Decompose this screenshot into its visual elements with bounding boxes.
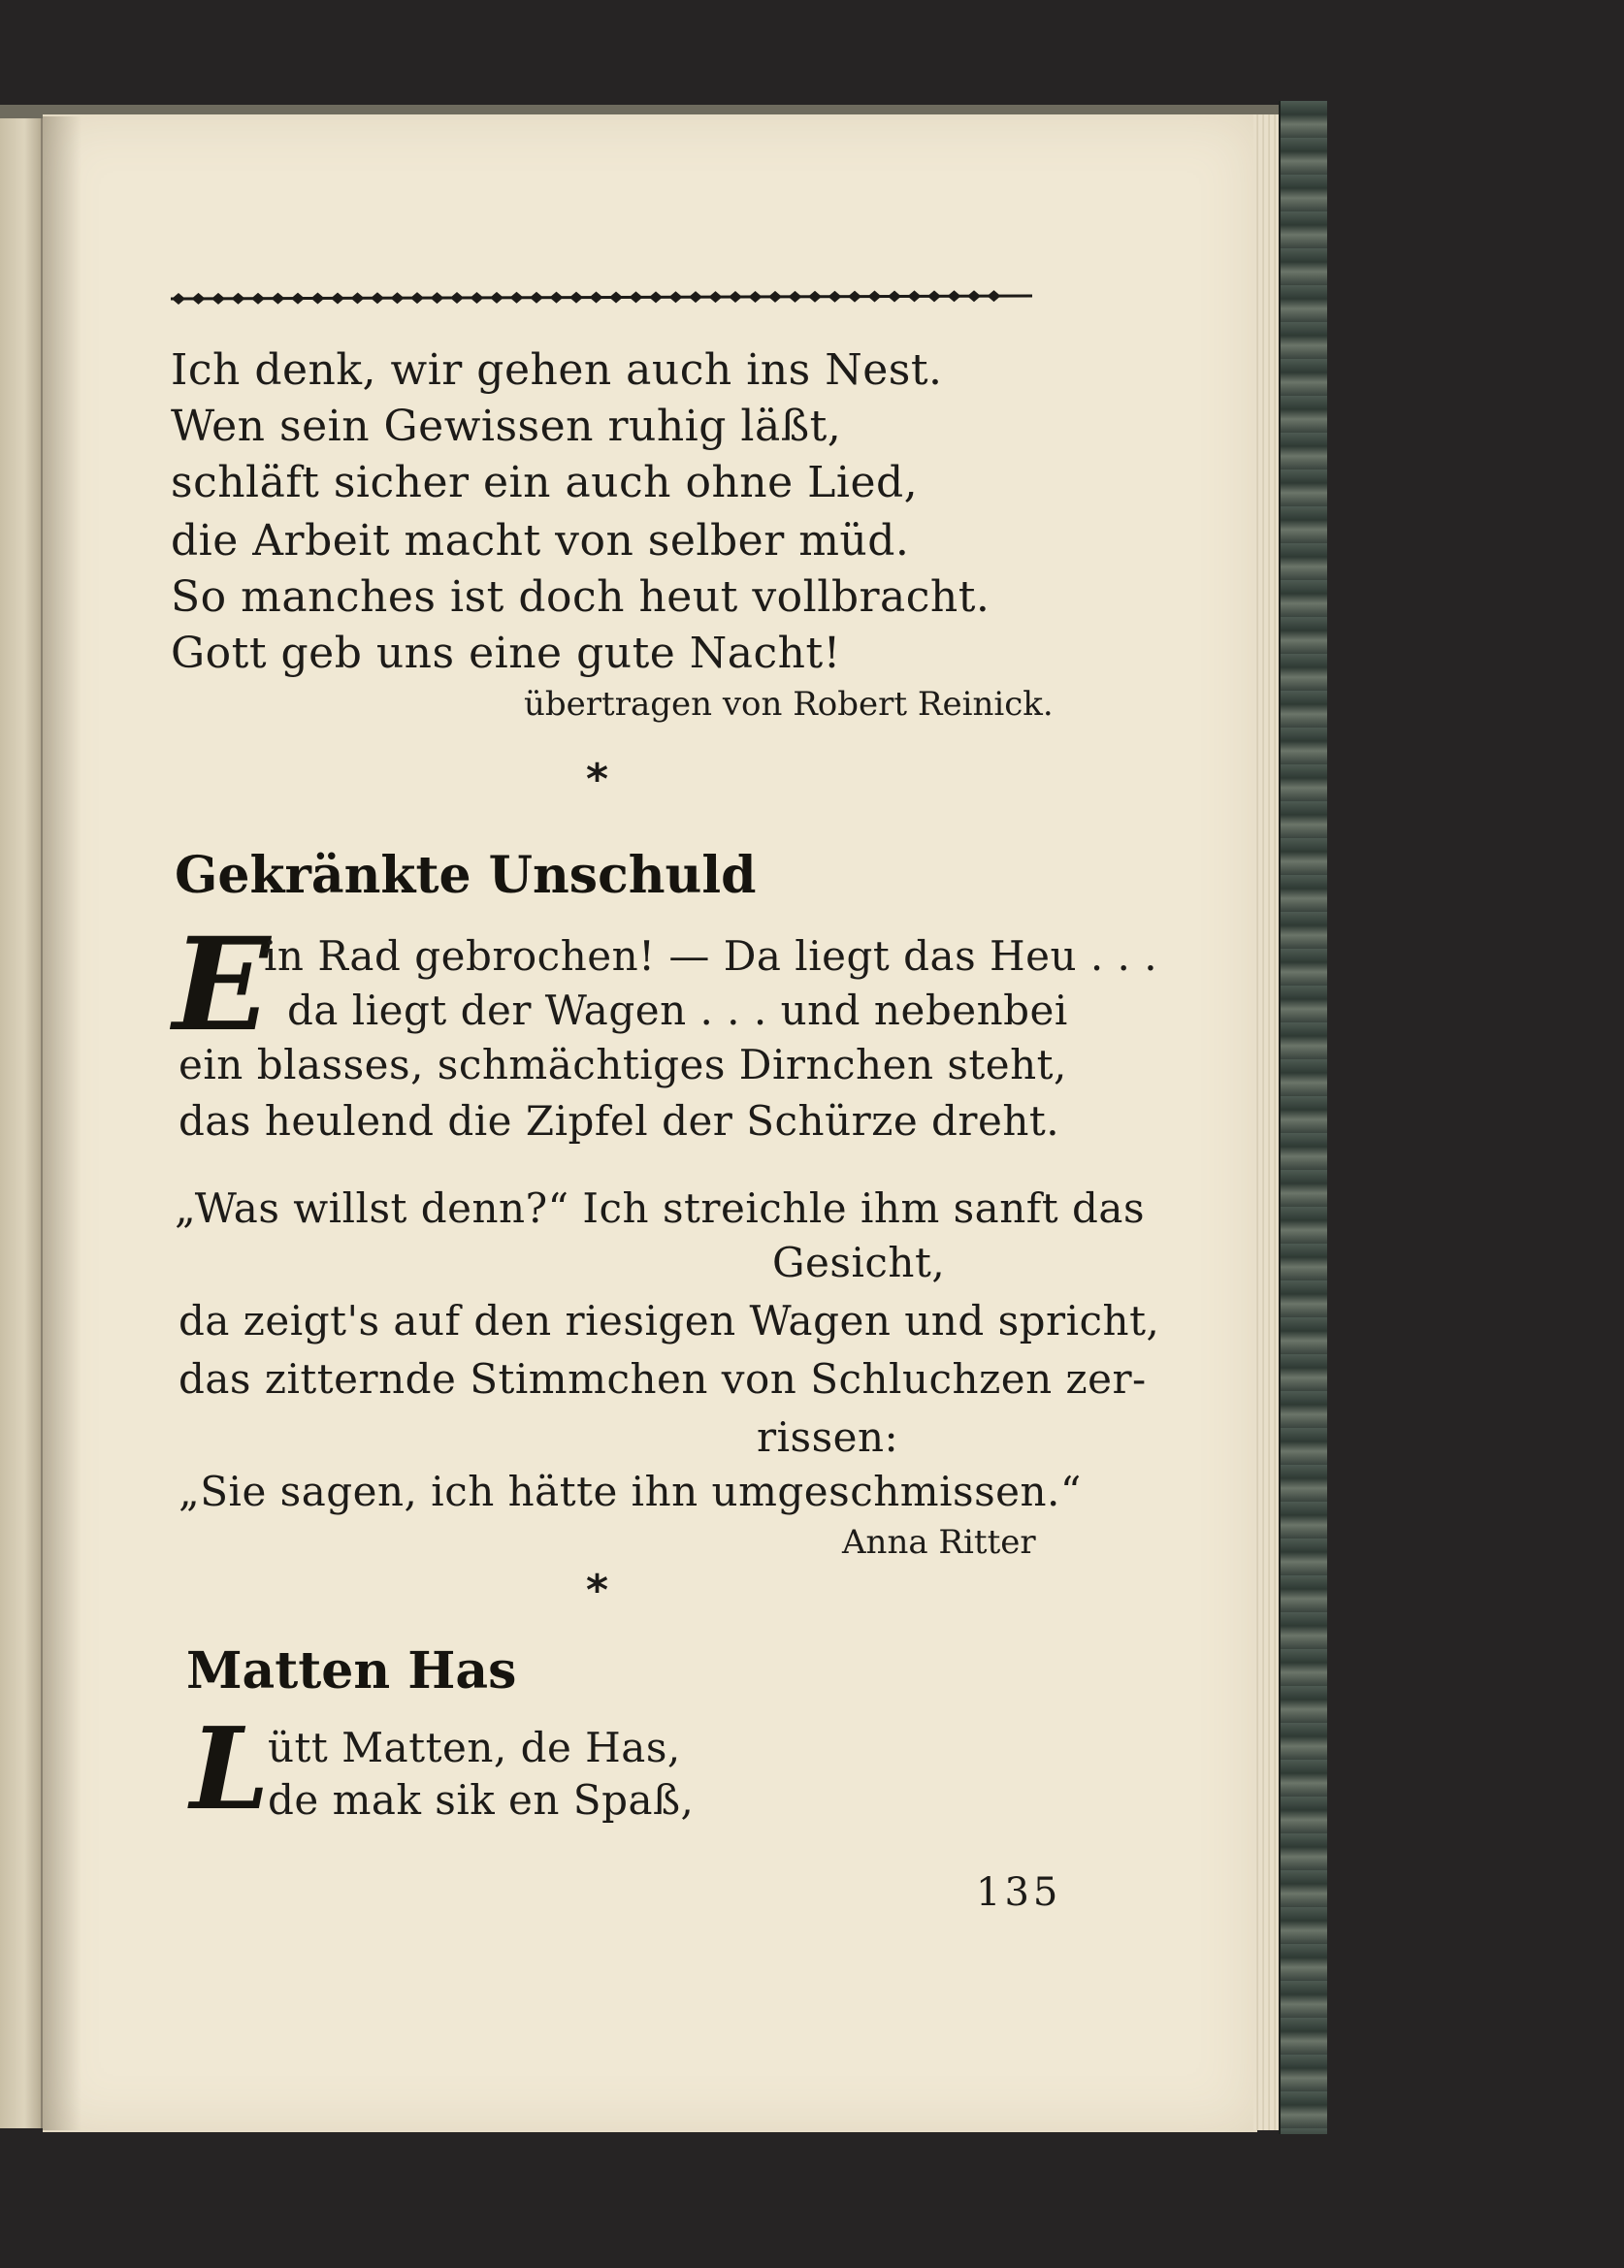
ornament-diamond [908, 290, 922, 302]
ornament-diamond [331, 292, 344, 304]
ornament-diamond [848, 291, 861, 303]
ornament-diamond [868, 291, 882, 303]
book-cover-edge-right [1279, 101, 1327, 2134]
ornament-diamond [391, 292, 405, 304]
poem3-line: ütt Matten, de Has, [268, 1724, 681, 1771]
separator-asterisk: * [586, 1566, 609, 1615]
poem1-line: Ich denk, wir gehen auch ins Nest. [171, 345, 943, 395]
ornament-diamond [967, 290, 981, 302]
poem2-line: Gesicht, [772, 1239, 946, 1286]
ornament-diamond [431, 292, 444, 304]
ornament-diamond [291, 293, 305, 305]
poem1-line: So manches ist doch heut vollbracht. [171, 572, 991, 622]
ornament-diamond [232, 293, 245, 305]
ornament-diamond [749, 291, 763, 303]
poem2-line: „Sie sagen, ich hätte ihn umgeschmissen.“ [179, 1468, 1082, 1515]
ornament-diamond [689, 291, 702, 303]
ornament-diamond [630, 291, 643, 303]
ornament-diamond [609, 291, 623, 303]
ornament-diamond [510, 292, 524, 304]
ornament-diamond [272, 293, 285, 305]
ornament-diamond [768, 291, 782, 303]
ornament-diamond [192, 293, 206, 305]
poem2-line: das zitternde Stimmchen von Schluchzen zer- [179, 1355, 1147, 1403]
poem2-line: rissen: [757, 1413, 899, 1461]
ornament-diamond [729, 291, 742, 303]
ornament-diamond [709, 291, 723, 303]
ornament-diamond [490, 292, 503, 304]
ornament-diamond [789, 291, 802, 303]
ornament-diamond [927, 290, 941, 302]
ornament-diamond [351, 292, 365, 304]
poem2-line: in Rad gebrochen! — Da liegt das Heu . . . [264, 932, 1158, 980]
page-number: 135 [976, 1870, 1062, 1915]
poem1-line: schläft sicher ein auch ohne Lied, [171, 458, 919, 507]
ornament-diamond [988, 290, 1001, 302]
gutter-shadow [43, 116, 81, 2130]
poem3-title: Matten Has [186, 1641, 517, 1701]
ornament-diamond [172, 293, 185, 305]
ornament-diamond [410, 292, 424, 304]
ornament-diamond [888, 290, 901, 302]
poem1-line: Wen sein Gewissen ruhig läßt, [171, 402, 842, 451]
ornament-diamond [569, 292, 583, 304]
ornament-diamond [669, 291, 683, 303]
poem2-title: Gekränkte Unschuld [175, 846, 757, 905]
ornament-diamond [471, 292, 484, 304]
ornament-diamond [311, 293, 325, 305]
ornament-diamond [530, 292, 543, 304]
ornament-diamond [550, 292, 564, 304]
poem2-line: „Was willst denn?“ Ich streichle ihm sanft das [175, 1184, 1146, 1232]
poem1-attribution: übertragen von Robert Reinick. [524, 685, 1054, 724]
previous-page-edge [0, 118, 43, 2128]
ornament-diamond [590, 292, 603, 304]
poem2-line: ein blasses, schmächtiges Dirnchen steht, [179, 1041, 1067, 1088]
ornament-diamond [450, 292, 464, 304]
poem3-drop-initial: L [190, 1703, 270, 1835]
ornament-divider [171, 287, 1032, 310]
poem1-line: Gott geb uns eine gute Nacht! [171, 629, 841, 678]
poem1-line: die Arbeit macht von selber müd. [171, 516, 910, 566]
poem2-attribution: Anna Ritter [842, 1523, 1036, 1562]
ornament-diamond [828, 291, 842, 303]
separator-asterisk: * [586, 755, 609, 804]
ornament-diamond [211, 293, 225, 305]
ornament-diamond [948, 290, 961, 302]
poem2-drop-initial: E [173, 910, 271, 1060]
poem2-line: da liegt der Wagen . . . und nebenbei [287, 987, 1068, 1034]
poem3-line: de mak sik en Spaß, [268, 1776, 695, 1824]
ornament-diamond [251, 293, 265, 305]
ornament-diamond [649, 291, 663, 303]
poem2-line: da zeigt's auf den riesigen Wagen und spricht, [179, 1297, 1160, 1345]
poem2-line: das heulend die Zipfel der Schürze dreht. [179, 1097, 1060, 1145]
ornament-diamond [371, 292, 384, 304]
ornament-diamond [808, 291, 822, 303]
